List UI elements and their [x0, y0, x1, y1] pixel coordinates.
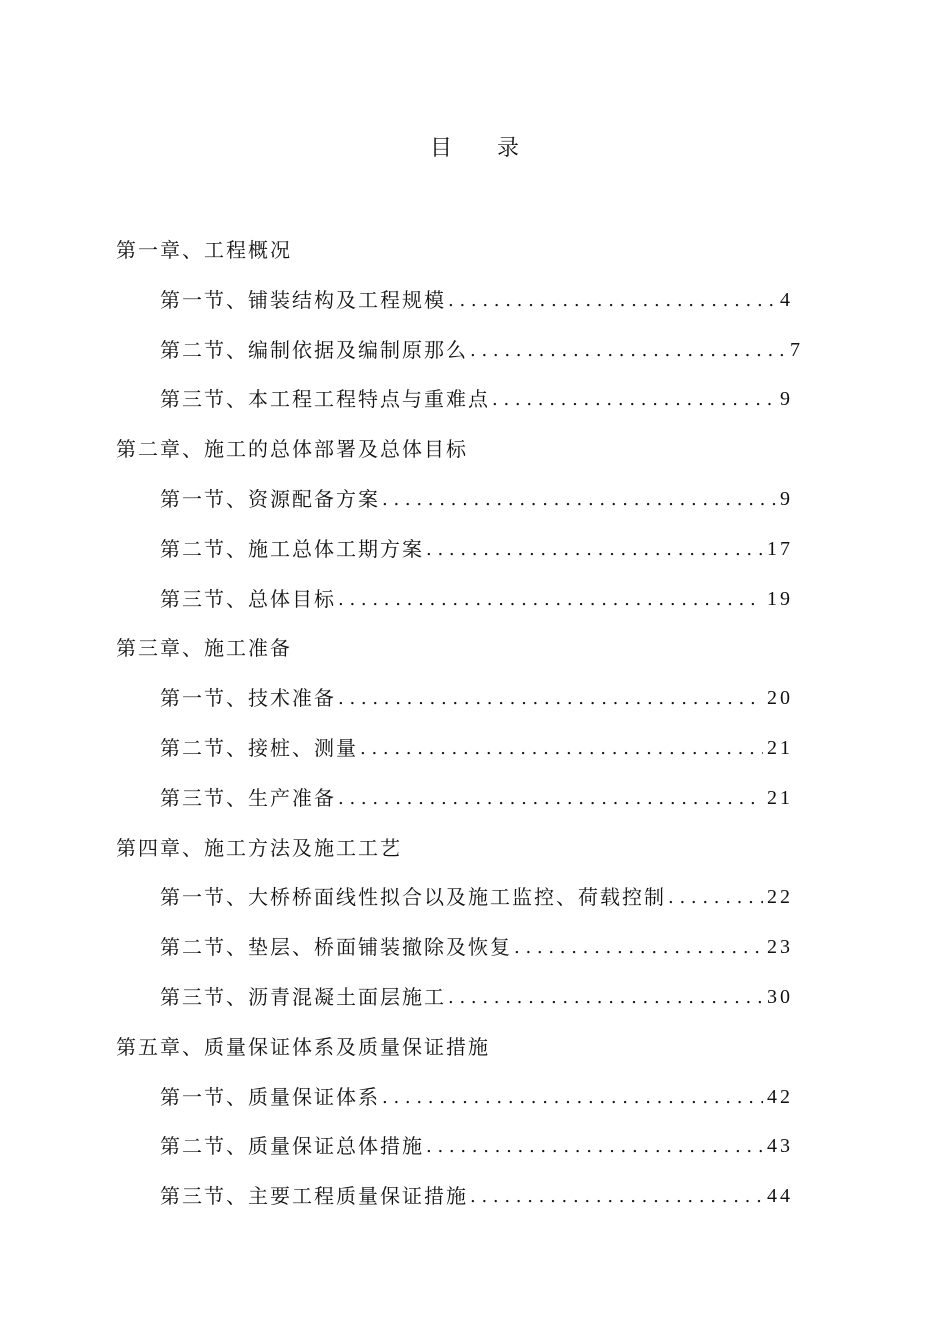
toc-chapter-2[interactable]: 第二章、施工的总体部署及总体目标: [116, 437, 468, 462]
toc-chapter-1[interactable]: 第一章、工程概况: [116, 238, 292, 262]
dot-leader: [426, 525, 763, 575]
toc-chapter-5[interactable]: 第五章、质量保证体系及质量保证措施: [116, 1034, 490, 1059]
toc-page-number: 42: [767, 1085, 793, 1108]
toc-page-number: 21: [767, 786, 793, 809]
dot-leader: [338, 674, 763, 724]
toc-page-number: 30: [767, 985, 793, 1008]
toc-section-title: 第三节、主要工程质量保证措施: [160, 1184, 468, 1209]
toc-section-title: 第二节、编制依据及编制原那么: [160, 337, 468, 362]
dot-leader: [448, 973, 763, 1023]
toc-section-title: 第一节、大桥桥面线性拟合以及施工监控、荷载控制: [160, 885, 666, 910]
toc-page-number: 19: [767, 587, 793, 610]
toc-section-title: 第一节、铺装结构及工程规模: [160, 287, 446, 312]
toc-page-number: 9: [780, 388, 793, 411]
toc-section-1-2[interactable]: [0, 326, 803, 376]
toc-page-number: 22: [767, 886, 793, 909]
toc-section-title: 第三节、本工程工程特点与重难点: [160, 387, 490, 412]
toc-section-4-3[interactable]: [0, 973, 793, 1023]
dot-leader: [338, 575, 763, 625]
toc-section-title: 第一节、技术准备: [160, 686, 336, 711]
dot-leader: [426, 1122, 763, 1172]
dot-leader: [448, 276, 776, 326]
toc-section-title: 第一节、资源配备方案: [160, 486, 380, 511]
toc-chapter-3[interactable]: 第三章、施工准备: [116, 636, 292, 661]
toc-section-5-3[interactable]: [0, 1172, 793, 1222]
dot-leader: [382, 475, 776, 525]
toc-section-title: 第二节、施工总体工期方案: [160, 536, 424, 561]
toc-heading-left: 目: [429, 136, 453, 161]
toc-page-number: 7: [790, 338, 803, 361]
toc-list: [0, 226, 950, 1222]
toc-section-title: 第二节、质量保证总体措施: [160, 1134, 424, 1159]
toc-section-2-2[interactable]: [0, 525, 793, 575]
toc-page-number: 43: [767, 1135, 793, 1158]
dot-leader: [514, 923, 763, 973]
toc-section-3-3[interactable]: [0, 774, 793, 824]
toc-section-title: 第三节、生产准备: [160, 785, 336, 810]
toc-section-2-1[interactable]: [0, 475, 793, 525]
toc-section-4-1[interactable]: [0, 873, 793, 923]
toc-heading: [0, 134, 950, 164]
toc-section-3-1[interactable]: [0, 674, 793, 724]
toc-chapter-4[interactable]: 第四章、施工方法及施工工艺: [116, 835, 402, 860]
toc-section-2-3[interactable]: [0, 575, 793, 625]
toc-section-title: 第三节、沥青混凝土面层施工: [160, 984, 446, 1009]
dot-leader: [360, 724, 763, 774]
toc-page-number: 17: [767, 537, 793, 560]
toc-page-number: 23: [767, 936, 793, 959]
dot-leader: [382, 1073, 763, 1123]
toc-section-5-2[interactable]: [0, 1122, 793, 1172]
dot-leader: [668, 873, 763, 923]
toc-page-number: 44: [767, 1185, 793, 1208]
toc-section-5-1[interactable]: [0, 1073, 793, 1123]
toc-section-4-2[interactable]: [0, 923, 793, 973]
toc-section-3-2[interactable]: [0, 724, 793, 774]
toc-section-title: 第三节、总体目标: [160, 586, 336, 611]
toc-section-title: 第一节、质量保证体系: [160, 1084, 380, 1109]
toc-page-number: 9: [780, 487, 793, 510]
dot-leader: [470, 1172, 763, 1222]
dot-leader: [492, 375, 776, 425]
toc-section-1-3[interactable]: [0, 375, 793, 425]
toc-page-number: 20: [767, 687, 793, 710]
dot-leader: [338, 774, 763, 824]
toc-page-number: 21: [767, 736, 793, 759]
toc-page-number: 4: [780, 288, 793, 311]
toc-heading-right: 录: [497, 136, 521, 161]
toc-section-title: 第二节、接桩、测量: [160, 735, 358, 760]
toc-section-1-1[interactable]: [0, 276, 793, 326]
dot-leader: [470, 326, 786, 376]
toc-section-title: 第二节、垫层、桥面铺装撤除及恢复: [160, 935, 512, 960]
